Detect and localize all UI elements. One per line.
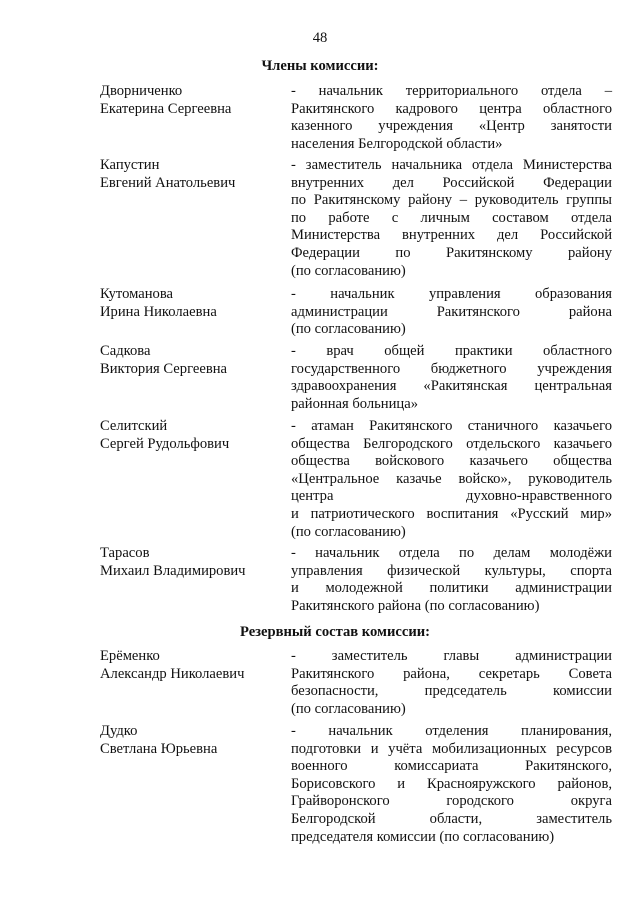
member-given-name: Александр Николаевич — [100, 665, 245, 682]
role-line: председателя комиссии (по согласованию) — [291, 828, 555, 845]
member-surname: Ерёменко — [100, 648, 160, 664]
role-line: Грайворонского городского округа — [291, 793, 612, 810]
role-line: по Ракитянскому району – руководитель группы — [291, 192, 612, 209]
role-line: внутренних дел Российской Федерации — [291, 174, 612, 191]
role-line: - заместитель главы администрации — [291, 648, 612, 664]
role-line: Ракитянского кадрового центра областного — [291, 100, 612, 117]
role-line: безопасности, председатель комиссии — [291, 683, 612, 700]
member-name-block — [100, 343, 285, 378]
member-role — [291, 648, 612, 718]
role-line: казенного учреждения «Центр занятости — [291, 118, 612, 135]
role-line: (по согласованию) — [291, 321, 406, 338]
member-role — [291, 418, 612, 541]
member-surname: Капустин — [100, 157, 160, 173]
role-line: Борисовского и Краснояружского районов, — [291, 775, 612, 792]
role-line: - начальник управления образования — [291, 286, 612, 302]
role-line: - атаман Ракитянского станичного казачьего — [291, 418, 612, 434]
role-line: Ракитянского района, секретарь Совета — [291, 665, 612, 682]
role-line: администрации Ракитянского района — [291, 303, 612, 320]
role-line: - начальник территориального отдела – — [291, 83, 612, 99]
role-line: - врач общей практики областного — [291, 343, 612, 359]
page-number: 48 — [312, 30, 328, 46]
member-surname: Тарасов — [100, 545, 150, 561]
role-line: и патриотического воспитания «Русский мир» — [291, 505, 612, 522]
member-given-name: Виктория Сергеевна — [100, 360, 228, 377]
member-name-block — [100, 648, 285, 683]
role-line: районная больница» — [291, 395, 419, 412]
role-line: государственного бюджетного учреждения — [291, 360, 612, 377]
member-name-block — [100, 418, 285, 453]
member-given-name: Ирина Николаевна — [100, 303, 217, 320]
role-line: (по согласованию) — [291, 523, 406, 540]
role-line: общества войскового казачьего общества — [291, 453, 612, 470]
member-role — [291, 343, 612, 413]
role-line: - заместитель начальника отдела Министерства — [291, 157, 612, 173]
member-name-block — [100, 286, 285, 321]
member-name-block — [100, 157, 285, 192]
member-given-name: Евгений Анатольевич — [100, 174, 236, 191]
member-role — [291, 286, 612, 339]
role-line: военного комиссариата Ракитянского, — [291, 758, 612, 775]
member-given-name: Сергей Рудольфович — [100, 435, 230, 452]
role-line: - начальник отделения планирования, — [291, 723, 612, 739]
role-line: центра духовно-нравственного — [291, 488, 612, 505]
member-role — [291, 83, 612, 153]
member-surname: Дворниченко — [100, 83, 183, 99]
role-line: «Центральное казачье войско», руководитель — [291, 470, 612, 487]
role-line: здравоохранения «Ракитянская центральная — [291, 378, 612, 395]
member-surname: Кутоманова — [100, 286, 174, 302]
role-line: по работе с личным составом отдела — [291, 209, 612, 226]
role-line: Белгородской области, заместитель — [291, 810, 612, 827]
role-line: Министерства внутренних дел Российской — [291, 227, 612, 244]
role-line: населения Белгородской области» — [291, 135, 503, 152]
member-surname: Дудко — [100, 723, 138, 739]
role-line: управления физической культуры, спорта — [291, 562, 612, 579]
role-line: и молодежной политики администрации — [291, 580, 612, 597]
member-given-name: Светлана Юрьевна — [100, 740, 218, 757]
member-role — [291, 723, 612, 846]
role-line: Федерации по Ракитянскому району — [291, 244, 612, 261]
section-heading-members: Члены комиссии: — [261, 58, 379, 74]
member-given-name: Екатерина Сергеевна — [100, 100, 232, 117]
role-line: (по согласованию) — [291, 262, 406, 279]
member-name-block — [100, 723, 285, 758]
member-name-block — [100, 83, 285, 118]
member-role — [291, 157, 612, 280]
section-heading-reserve: Резервный состав комиссии: — [239, 624, 431, 640]
member-role — [291, 545, 612, 615]
role-line: Ракитянского района (по согласованию) — [291, 597, 540, 614]
member-name-block — [100, 545, 285, 580]
role-line: общества Белгородского отдельского казачьего — [291, 435, 612, 452]
member-given-name: Михаил Владимирович — [100, 562, 246, 579]
role-line: - начальник отдела по делам молодёжи — [291, 545, 612, 561]
role-line: подготовки и учёта мобилизационных ресурсов — [291, 740, 612, 757]
member-surname: Садкова — [100, 343, 151, 359]
role-line: (по согласованию) — [291, 700, 406, 717]
member-surname: Селитский — [100, 418, 168, 434]
